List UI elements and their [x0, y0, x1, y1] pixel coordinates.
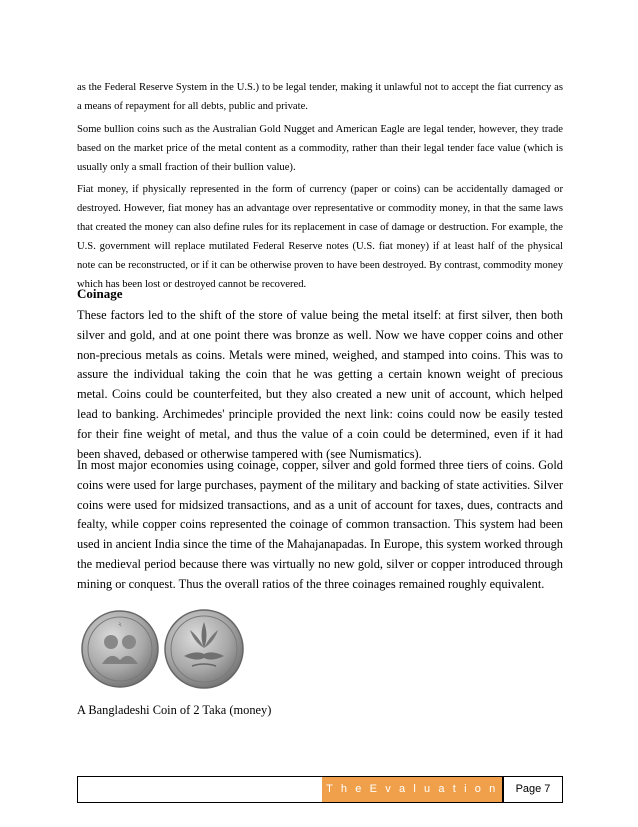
paragraph-coinage-shift: These factors led to the shift of the store of value being the metal itself: at first silver, then both silver and gold, and at one point there was bronze as well. Now we have copper coins and other non-precious metals as coins. Metals were mined, weighed, and stamped into coins. This was to assure the individual taking the coin that he was getting a certain known weight of precious metal. Coins could be counterfeited, but they also created a new unit of account, which helped lead to banking. Archimedes' principle provided the next link: coins could now be easily tested for their fine weight of metal, and thus the value of a coin could be determined, even if it had been shaved, debased or otherwise tampered with (see Numismatics). [77, 308, 563, 461]
coin-reverse [165, 610, 243, 688]
paragraph-fiat-money: Fiat money, if physically represented in the form of currency (paper or coins) can be accidentally damaged or destroyed. However, fiat money has an advantage over representative or commodity money, in that the same laws that created the money can also define rules for its replacement in case of damage or destruction. For example, the U.S. government will replace mutilated Federal Reserve notes (U.S. fiat money) if at least half of the physical note can be reconstructed, or if it can be otherwise proven to have been destroyed. By contrast, commodity money which has been lost or destroyed cannot be recovered. [77, 184, 563, 290]
coin-image [80, 606, 246, 692]
page-number: Page 7 [515, 783, 551, 795]
section-heading-coinage: Coinage [77, 286, 123, 301]
footer-title: T h e E v a l u a t i o n o f m o n e y [322, 777, 502, 802]
paragraph-coinage-tiers: In most major economies using coinage, copper, silver and gold formed three tiers of coins. Gold coins were used for large purchases, payment of the military and backing of state activities. Silver coins were used for midsized transactions, and as a unit of account for taxes, dues, contracts and fealty, while copper coins represented the coinage of common transaction. This system had been used in ancient India since the time of the Mahajanapadas. In Europe, this system worked through the medieval period because there was virtually no new gold, silver or copper introduced through mining or conquest. Thus the overall ratios of the three coinages remained roughly equivalent. [77, 458, 563, 591]
paragraph-bullion-coins: Some bullion coins such as the Australian Gold Nugget and American Eagle are legal tender, however, they trade based on the market price of the metal content as a commodity, rather than their legal tender face value (which is usually only a small fraction of their bullion value). [77, 124, 563, 173]
svg-text:২: ২ [118, 621, 122, 628]
paragraph-legal-tender-continued: as the Federal Reserve System in the U.S.) to be legal tender, making it unlawful not to accept the fiat currency as a means of repayment for all debts, public and private. [77, 82, 563, 112]
coin-obverse [82, 611, 158, 687]
page-footer [77, 776, 563, 820]
figure-caption: A Bangladeshi Coin of 2 Taka (money) [77, 703, 272, 717]
